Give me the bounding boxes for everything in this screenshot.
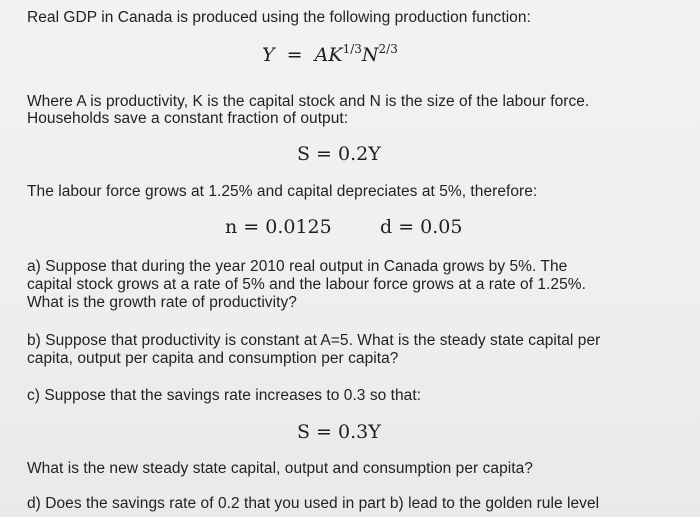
n-equation: n = 0.0125 bbox=[225, 216, 332, 238]
part-a-line1: a) Suppose that during the year 2010 real output in Canada grows by 5%. The bbox=[27, 258, 568, 275]
d-equation: d = 0.05 bbox=[380, 216, 463, 238]
eq1-equals: = bbox=[280, 44, 309, 66]
part-a-line2: capital stock grows at a rate of 5% and the labour force grows at a rate of 1.25%. bbox=[27, 276, 586, 293]
eq1-A: A bbox=[314, 44, 329, 66]
production-function-equation bbox=[262, 44, 398, 66]
intro-text: Real GDP in Canada is produced using the following production function: bbox=[27, 9, 531, 26]
where-text-line1: Where A is productivity, K is the capital stock and N is the size of the labour force. bbox=[27, 93, 590, 110]
savings-equation-02: S = 0.2Y bbox=[297, 143, 381, 165]
part-b-line2: capita, output per capita and consumption per capita? bbox=[27, 350, 399, 367]
eq1-lhs: Y bbox=[262, 44, 275, 66]
savings-equation-03: S = 0.3Y bbox=[297, 421, 381, 443]
eq1-K-exponent: 1/3 bbox=[342, 42, 362, 56]
part-c-line2: What is the new steady state capital, output and consumption per capita? bbox=[27, 460, 533, 477]
part-d-line1: d) Does the savings rate of 0.2 that you used in part b) lead to the golden rule level bbox=[27, 495, 600, 512]
part-b-line1: b) Suppose that productivity is constant at A=5. What is the steady state capital per bbox=[27, 332, 601, 349]
page-bottom-edge bbox=[0, 513, 700, 517]
part-c-line1: c) Suppose that the savings rate increases to 0.3 so that: bbox=[27, 387, 422, 404]
part-a-line3: What is the growth rate of productivity? bbox=[27, 294, 297, 311]
labour-text: The labour force grows at 1.25% and capital depreciates at 5%, therefore: bbox=[27, 183, 538, 200]
eq1-N-exponent: 2/3 bbox=[378, 42, 398, 56]
eq1-N: N bbox=[361, 44, 379, 66]
eq1-K: K bbox=[328, 44, 343, 66]
where-text-line2: Households save a constant fraction of output: bbox=[27, 110, 349, 127]
